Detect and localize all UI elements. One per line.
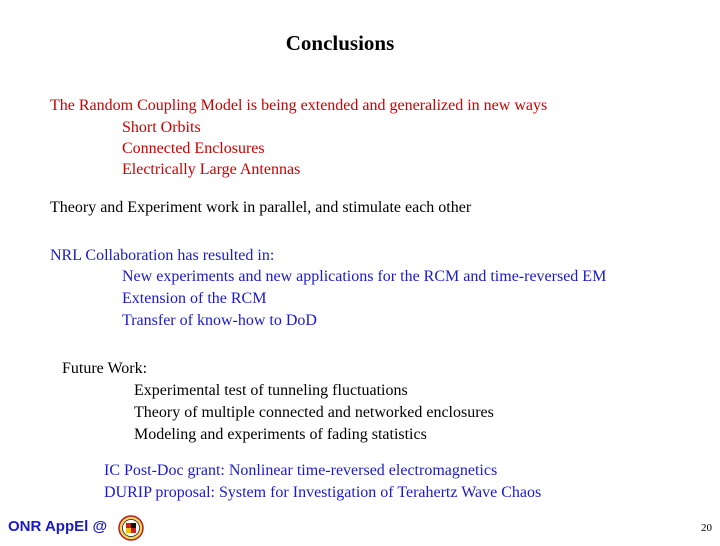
- grant-item-durip: DURIP proposal: System for Investigation of Terahertz Wave Chaos: [104, 484, 542, 501]
- university-seal-icon: [118, 515, 144, 541]
- rcm-item-short-orbits: Short Orbits: [122, 119, 201, 136]
- nrl-item-new-experiments: New experiments and new applications for the RCM and time-reversed EM: [122, 268, 607, 285]
- slide-title: Conclusions: [285, 31, 395, 55]
- page-number: 20: [701, 522, 712, 534]
- nrl-heading: NRL Collaboration has resulted in:: [50, 247, 275, 264]
- grant-item-ic-postdoc: IC Post-Doc grant: Nonlinear time-reversed electromagnetics: [104, 462, 498, 479]
- rcm-heading: The Random Coupling Model is being extended and generalized in new ways: [50, 97, 548, 114]
- footer-label: ONR AppEl @: [8, 518, 108, 535]
- theory-text: Theory and Experiment work in parallel, and stimulate each other: [50, 199, 472, 216]
- nrl-item-transfer: Transfer of know-how to DoD: [122, 312, 317, 329]
- future-heading: Future Work:: [62, 360, 148, 377]
- future-item-fading: Modeling and experiments of fading statistics: [134, 426, 427, 443]
- future-item-networked: Theory of multiple connected and networked enclosures: [134, 404, 494, 421]
- rcm-item-connected-enclosures: Connected Enclosures: [122, 140, 265, 157]
- rcm-item-large-antennas: Electrically Large Antennas: [122, 161, 301, 178]
- future-item-tunneling: Experimental test of tunneling fluctuations: [134, 382, 408, 399]
- nrl-item-extension-rcm: Extension of the RCM: [122, 290, 267, 307]
